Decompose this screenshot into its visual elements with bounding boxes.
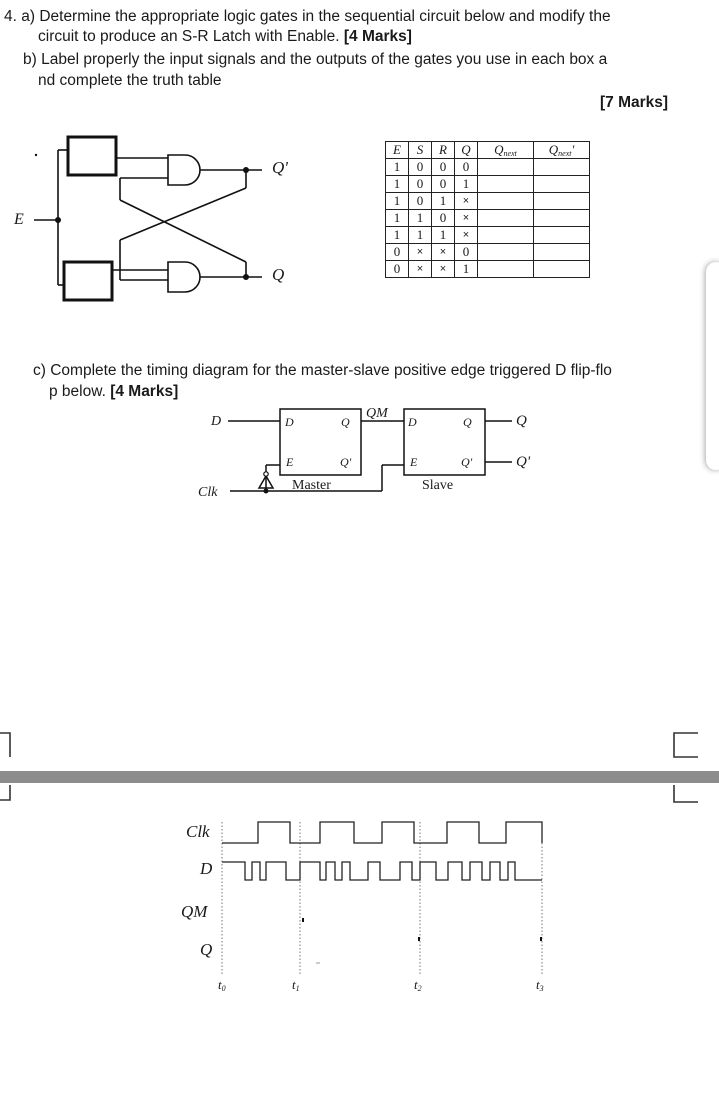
table-row: [386, 227, 590, 244]
cell: ×: [455, 227, 478, 244]
time-label-t3: [536, 975, 544, 999]
time-t0-main: t: [218, 977, 222, 992]
header-qnextbar-main: Q: [548, 142, 559, 157]
blank-cell[interactable]: [534, 261, 590, 278]
truth-table-header-row: [386, 142, 590, 159]
cell: 0: [455, 159, 478, 176]
cell: 1: [455, 261, 478, 278]
cell: ×: [432, 261, 455, 278]
part-b-line1: b) Label properly the input signals and the outputs of the gates you use in each box a: [23, 51, 608, 68]
cell: ×: [455, 193, 478, 210]
time-t3-sub: 3: [539, 984, 544, 993]
cell: ×: [409, 244, 432, 261]
total-marks: [7 Marks]: [600, 94, 669, 111]
table-row: [386, 159, 590, 176]
table-row: [386, 261, 590, 278]
timing-label-d: D: [200, 859, 213, 878]
blank-cell[interactable]: [534, 159, 590, 176]
part-c-marks: [4 Marks]: [110, 383, 179, 400]
cell: 1: [409, 210, 432, 227]
table-row: [386, 193, 590, 210]
timing-label-qm: QM: [181, 902, 208, 921]
truth-table: [385, 141, 590, 278]
cell: 1: [455, 176, 478, 193]
blank-cell[interactable]: [534, 244, 590, 261]
header-r: R: [432, 142, 455, 159]
cell: 1: [432, 193, 455, 210]
page-separator-bar: [0, 771, 719, 783]
time-t1-sub: 1: [295, 984, 300, 993]
blank-cell[interactable]: [478, 159, 534, 176]
time-t2-main: t: [414, 977, 418, 992]
cell: 0: [386, 244, 409, 261]
latch-top-gate: [168, 155, 200, 185]
timing-label-q: Q: [200, 940, 213, 959]
part-a-line2: [38, 27, 412, 47]
ff-qbar-output: Q': [516, 454, 531, 470]
slave-q-pin: Q: [463, 415, 472, 429]
part-a-marks: [4 Marks]: [343, 28, 412, 45]
slave-name: Slave: [422, 478, 454, 493]
d-waveform: [222, 862, 542, 880]
cell: 0: [386, 261, 409, 278]
time-label-t0: [218, 975, 226, 999]
blank-cell[interactable]: [478, 210, 534, 227]
header-e: E: [386, 142, 409, 159]
slave-d-pin: D: [408, 415, 417, 429]
header-qnext: [478, 142, 534, 159]
latch-bottom-box: [64, 262, 112, 300]
cell: 0: [432, 176, 455, 193]
cell: 0: [409, 176, 432, 193]
cell: 0: [409, 159, 432, 176]
master-q-pin: Q: [341, 415, 350, 429]
time-t3-main: t: [536, 977, 540, 992]
cell: ×: [455, 210, 478, 227]
blank-cell[interactable]: [534, 176, 590, 193]
master-qbar-pin: Q': [340, 455, 352, 469]
master-d-pin: D: [285, 415, 294, 429]
blank-cell[interactable]: [478, 244, 534, 261]
part-a-line1: 4. a) Determine the appropriate logic gates in the sequential circuit below and modify the: [4, 8, 611, 25]
ff-q-output: Q: [516, 413, 527, 429]
header-qnextbar: [534, 142, 590, 159]
cell: 0: [455, 244, 478, 261]
blank-cell[interactable]: [478, 176, 534, 193]
header-qnext-main: Q: [494, 142, 504, 157]
cell: 1: [386, 210, 409, 227]
cell: 1: [386, 227, 409, 244]
cell: 1: [386, 159, 409, 176]
blank-cell[interactable]: [478, 193, 534, 210]
part-b-line2: nd complete the truth table: [38, 72, 222, 89]
latch-bottom-gate: [168, 262, 200, 292]
cell: 1: [386, 176, 409, 193]
latch-top-box: [68, 137, 116, 175]
part-c-line2: [49, 382, 178, 402]
blank-cell[interactable]: [478, 261, 534, 278]
clk-waveform: [222, 822, 542, 843]
header-qnext-sub: next: [503, 149, 517, 158]
master-e-pin: E: [286, 455, 294, 469]
latch-enable-label: E: [14, 211, 24, 228]
slave-qbar-pin: Q': [461, 455, 473, 469]
table-row: [386, 176, 590, 193]
cell: ×: [409, 261, 432, 278]
header-s: S: [409, 142, 432, 159]
part-c-line2-text: p below.: [49, 383, 111, 400]
blank-cell[interactable]: [534, 227, 590, 244]
cell: ×: [432, 244, 455, 261]
header-qnextbar-prime: ': [571, 142, 575, 157]
header-q: Q: [455, 142, 478, 159]
blank-cell[interactable]: [478, 227, 534, 244]
cell: 1: [386, 193, 409, 210]
ff-d-input-label: D: [211, 414, 222, 429]
latch-q-label: Q: [272, 265, 285, 284]
part-c-line1: c) Complete the timing diagram for the master-slave positive edge triggered D flip-flo: [33, 362, 612, 379]
blank-cell[interactable]: [534, 210, 590, 227]
cell: 1: [409, 227, 432, 244]
slave-e-pin: E: [410, 455, 418, 469]
time-t2-sub: 2: [417, 984, 422, 993]
cell: 0: [432, 210, 455, 227]
latch-qbar-label: Q': [272, 158, 288, 177]
ff-qm-label: QM: [366, 406, 388, 421]
master-name: Master: [292, 478, 331, 493]
blank-cell[interactable]: [534, 193, 590, 210]
ff-clk-input-label: Clk: [198, 485, 218, 500]
table-row: [386, 244, 590, 261]
part-a-line2-text: circuit to produce an S-R Latch with Enable.: [38, 28, 344, 45]
cell: 1: [432, 227, 455, 244]
timing-label-clk: Clk: [186, 822, 210, 841]
table-row: [386, 210, 590, 227]
time-t1-main: t: [292, 977, 296, 992]
time-label-t2: [414, 975, 422, 999]
time-label-t1: [292, 975, 300, 999]
header-qnextbar-sub: next: [558, 149, 572, 158]
time-t0-sub: 0: [221, 984, 226, 993]
side-scroll-handle[interactable]: [706, 262, 719, 470]
cell: 0: [432, 159, 455, 176]
cell: 0: [409, 193, 432, 210]
